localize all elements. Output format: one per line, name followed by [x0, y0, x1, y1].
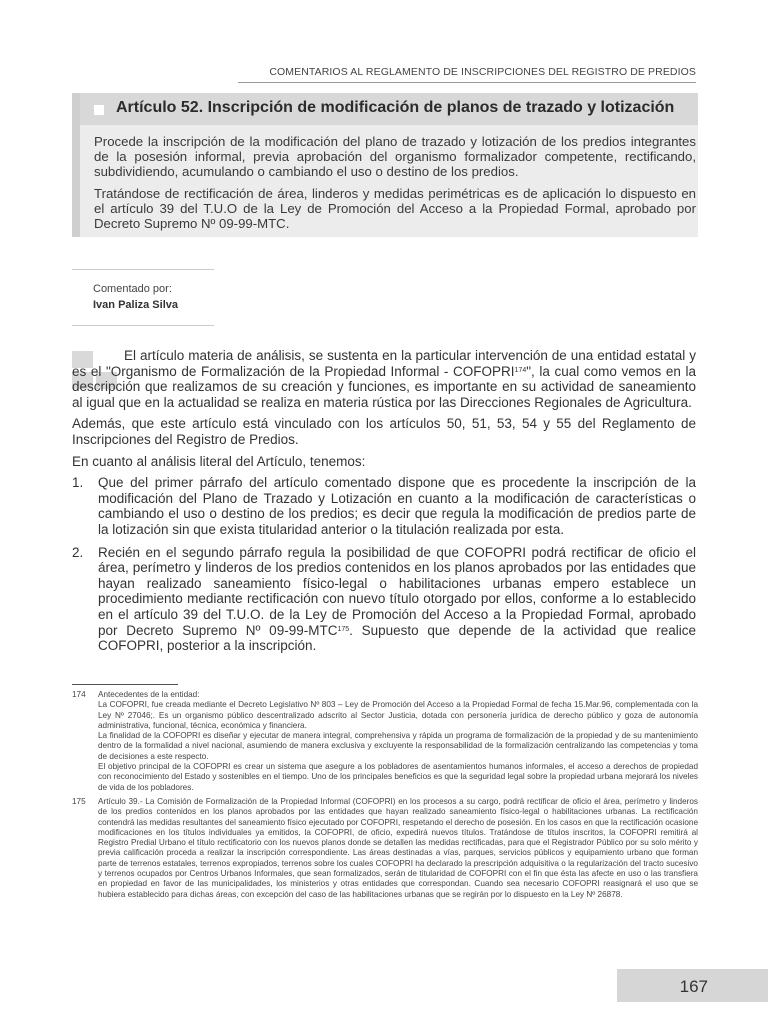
- footnote-text: La COFOPRI, fue creada mediante el Decreto Legislativo Nº 803 – Ley de Promoción del Acceso a la Propiedad Formal de fecha 15.Mar.96, complementada con la Ley Nº 27046;. Es un organismo público descentralizado adscrito al Sector Justicia, dotada con personería jurídica de derecho público y goza de autonomía administrativa, funcional, técnica, económica y financiera.: [98, 700, 698, 730]
- article-title: Artículo 52. Inscripción de modificación de planos de trazado y lotización: [116, 99, 675, 116]
- footnote-rule: [72, 684, 178, 685]
- list-text: Que del primer párrafo del artículo comentado dispone que es procedente la inscripción de la modificación del Plano de Trazado y Lotización en cuanto a la modificación de características o cambiando el uso o destino de los predios; es decir que regula la modificación de predios parte de la lotización sin que exista titularidad anterior o la titulación realizada por esta.: [98, 475, 696, 537]
- article-paragraph: Procede la inscripción de la modificación del plano de trazado y lotización de los predios integrantes de la posesión informal, previa aprobación del organismo formalizador competente, rectificando, subdividiendo, acumulando o cambiando el uso o destino de los predios.: [94, 134, 696, 180]
- commentary-paragraph: Además, que este artículo está vinculado con los artículos 50, 51, 53, 54 y 55 del Reglamento de Inscripciones del Registro de Predios.: [72, 416, 696, 447]
- footnotes: [72, 690, 698, 904]
- article-text: [94, 134, 696, 237]
- commentary-text: El artículo materia de análisis, se sustenta en la particular intervención de una entidad estatal y es el "Organismo de Formalización de la Propiedad Informal - COFOPRI: [72, 348, 696, 379]
- commentary-body: [72, 348, 696, 661]
- footnote-ref-175: 175: [337, 625, 350, 633]
- comment-rule-top: [72, 269, 214, 270]
- footnote: [72, 797, 698, 900]
- footnote-text: El objetivo principal de la COFOPRI es crear un sistema que asegure a los pobladores de asentamientos humanos informales, el acceso a derechos de propiedad con reconocimiento del Estado y sostenibles en el tiempo. Uno de los principales beneficios es que la seguridad legal sobre la propiedad urbana mejorará los niveles de vida de los pobladores.: [98, 762, 698, 792]
- footnote-number: 174: [72, 690, 86, 699]
- commentary-text: ", la cual como vemos en la descripción que realizamos de su creación y funciones, es importante en su actividad de saneamiento al igual que en la actualidad se realiza en materia rústica por las Direcciones Regionales de Agricultura.: [72, 363, 696, 410]
- commentary-paragraph: En cuanto al análisis literal del Artículo, tenemos:: [72, 453, 366, 469]
- header-rule: [238, 82, 696, 83]
- footnote: [72, 690, 698, 793]
- comment-rule-bottom: [72, 325, 214, 326]
- page-number-box: [617, 969, 768, 1002]
- running-header: COMENTARIOS AL REGLAMENTO DE INSCRIPCIONES DEL REGISTRO DE PREDIOS: [269, 66, 696, 78]
- list-number: 1.: [72, 475, 84, 491]
- footnote-text: Antecedentes de la entidad:: [98, 690, 200, 699]
- comment-label: Comentado por:: [93, 283, 172, 295]
- article-paragraph: Tratándose de rectificación de área, linderos y medidas perimétricas es de aplicación lo dispuesto en el artículo 39 del T.U.O de la Ley de Promoción del Acceso a la Propiedad Formal, aprobado por Decreto Supremo Nº 09-99-MTC.: [94, 185, 696, 232]
- list-item: [72, 475, 696, 537]
- list-number: 2.: [72, 544, 84, 560]
- list-text: Recién en el segundo párrafo regula la posibilidad de que COFOPRI podrá rectificar de oficio el área, perímetro y linderos de los predios contenidos en los planos aprobados por las entidades que hayan realizado saneamiento físico-legal o habilitaciones urbanas empero establece un procedimiento mediante rectificación con nuevo título otorgado por ellos, conforme a lo establecido en el artículo 39 del T.U.O. de la Ley de Promoción del Acceso a la Propiedad Formal, aprobado por Decreto Supremo Nº 09-99-MTC: [98, 544, 696, 638]
- article-box: [72, 93, 698, 237]
- comment-author: Ivan Paliza Silva: [93, 299, 178, 311]
- footnote-text: Artículo 39.- La Comisión de Formalización de la Propiedad Informal (COFOPRI) en los procesos a su cargo, podrá rectificar de oficio el área, perímetro y linderos de los predios contenidos en los planos aprobados por las entidades que hayan realizado saneamiento físico-legal o habilitaciones urbanas. La rectificación contendrá las medidas resultantes del saneamiento físico ejecutado por COFOPRI, respetando el derecho de posesión. En los casos en que la rectificación ocasione modificaciones en los títulos individuales ya emitidos, la COFOPRI, de oficio, expedirá nuevos títulos. Tratándose de títulos inscritos, la COFOPRI remitirá al Registro Predial Urbano el título rectificatorio con los nuevos planos donde se detallen las medidas rectificadas, para que el Registrador Público por su solo mérito y previa calificación proceda a realizar la inscripción correspondiente. Las áreas destinadas a vías, parques, servicios públicos y equipamiento urbano que forman parte de terrenos estatales, terrenos expropiados, terrenos sobre los cuales COFOPRI ha declarado la prescripción adquisitiva o la regularización del tracto sucesivo y terrenos ocupados por Centros Urbanos Informales, que sean formalizados, serán de titularidad de COFOPRI con el fin que ésta las afecte en uso o las transfiera en propiedad en favor de las municipalidades, los ministerios y otras entidades que correspondan. Cuando sea necesario COFOPRI reasignará el uso que se hubiera establecido para dichas áreas, con excepción del caso de las habilitaciones urbanas que se regirán por lo dispuesto en la Ley Nº 26878.: [98, 796, 698, 899]
- list-text: . Supuesto que depende de la actividad que realice COFOPRI, posterior a la inscripción.: [98, 622, 696, 654]
- square-bullet-icon: [94, 105, 104, 115]
- article-title-band: [80, 93, 698, 125]
- commentary-paragraph: [72, 348, 696, 410]
- footnote-number: 175: [72, 796, 86, 806]
- footnote-ref-174: 174: [514, 366, 527, 374]
- page-number: 167: [679, 977, 708, 996]
- list-item: [72, 545, 696, 654]
- footnote-text: La finalidad de la COFOPRI es diseñar y ejecutar de manera integral, comprehensiva y rápida un programa de formalización de la propiedad y de su mantenimiento dentro de la formalidad a nivel nacional, asumiendo de manera exclusiva y excluyente la responsabilidad de la formalización centralizando las competencias y toma de decisiones a este respecto.: [98, 731, 698, 761]
- article-left-bar: [72, 93, 80, 237]
